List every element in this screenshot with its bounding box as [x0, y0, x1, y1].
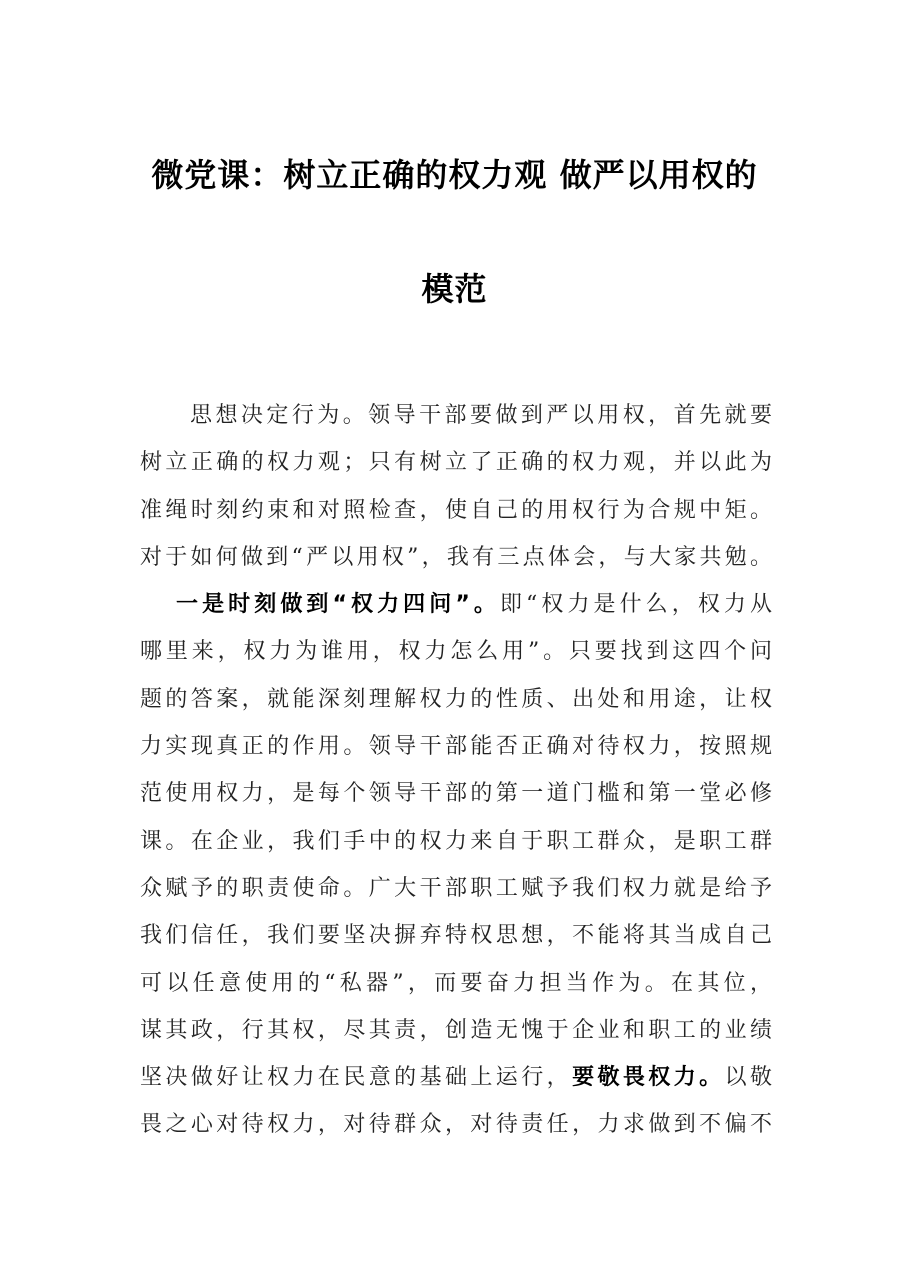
- paragraph-line: 力实现真正的作用。领导干部能否正确对待权力，按照规: [140, 734, 772, 760]
- document-body: [140, 392, 772, 1149]
- paragraph-line: 对于如何做到“严以用权”，我有三点体会，与大家共勉。: [140, 544, 772, 570]
- bold-phrase: 要敬畏权力。: [572, 1065, 725, 1091]
- paragraph-line: 范使用权力，是每个领导干部的第一道门槛和第一堂必修: [140, 781, 772, 807]
- paragraph-line: 可以任意使用的“私器”，而要奋力担当作为。在其位，: [140, 970, 772, 996]
- paragraph-line: [140, 1054, 772, 1101]
- paragraph-line: 畏之心对待权力，对待群众，对待责任，力求做到不偏不: [140, 1112, 772, 1138]
- paragraph-line: 课。在企业，我们手中的权力来自于职工群众，是职工群: [140, 828, 772, 854]
- paragraph-line: 我们信任，我们要坚决摒弃特权思想，不能将其当成自己: [140, 923, 772, 949]
- paragraph-2: [140, 581, 772, 1149]
- paragraph-line: [140, 581, 772, 628]
- paragraph-line: 思想决定行为。领导干部要做到严以用权，首先就要: [190, 403, 772, 428]
- paragraph-1: [140, 392, 772, 581]
- document-title-line1: 微党课：树立正确的权力观 做严以用权的: [151, 156, 758, 194]
- paragraph-line: 树立正确的权力观；只有树立了正确的权力观，并以此为: [140, 450, 772, 476]
- paragraph-line: 众赋予的职责使命。广大干部职工赋予我们权力就是给予: [140, 875, 772, 901]
- document-title-line2: 模范: [421, 270, 488, 308]
- paragraph-text: 以敬: [724, 1065, 772, 1091]
- bold-heading: 一是时刻做到“权力四问”。: [176, 592, 500, 618]
- paragraph-text: 坚决做好让权力在民意的基础上运行，: [140, 1065, 573, 1091]
- paragraph-line: 题的答案，就能深刻理解权力的性质、出处和用途，让权: [140, 686, 772, 712]
- paragraph-line: 哪里来，权力为谁用，权力怎么用”。只要找到这四个问: [140, 639, 772, 665]
- paragraph-text: 即“权力是什么，权力从: [499, 592, 772, 618]
- paragraph-line: 谋其政，行其权，尽其责，创造无愧于企业和职工的业绩: [140, 1017, 772, 1043]
- paragraph-line: 准绳时刻约束和对照检查，使自己的用权行为合规中矩。: [140, 497, 772, 523]
